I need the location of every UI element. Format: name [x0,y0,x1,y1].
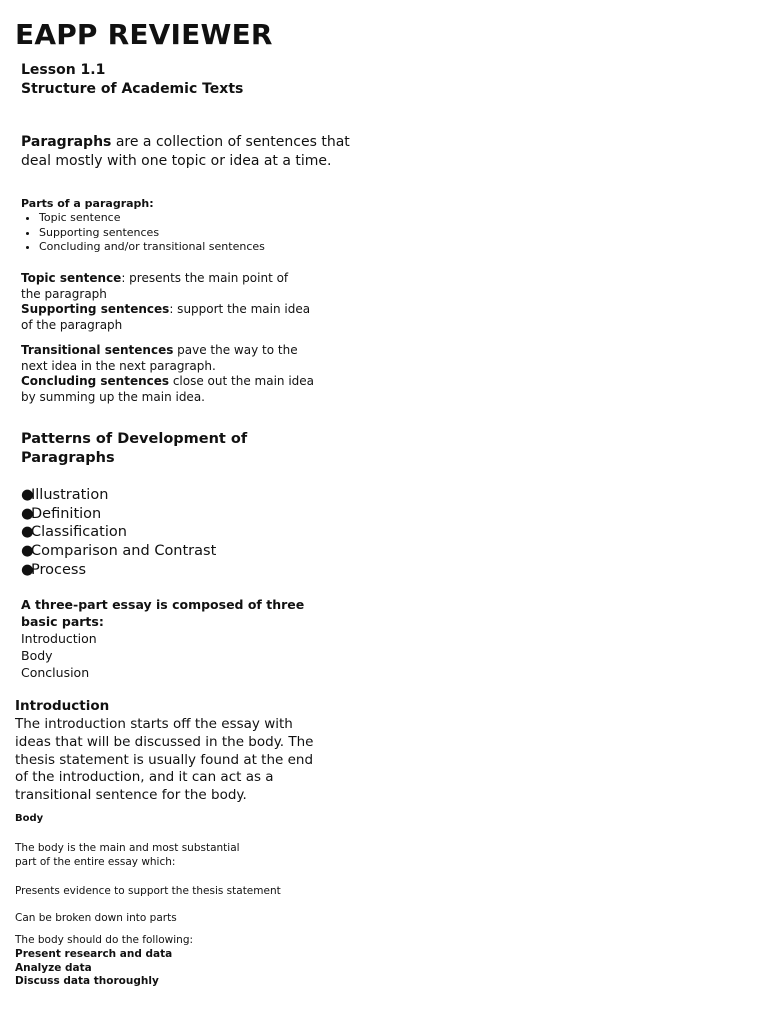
essay-heading-line2: basic parts: [21,614,104,629]
text-line: thesis statement is usually found at the end [15,751,314,768]
text-line: transitional sentence for the body. [15,787,247,804]
pattern-label: Process [31,561,87,578]
lesson-name: Structure of Academic Texts [21,81,244,97]
topic-sentence-def-cont: the paragraph [21,286,107,301]
paragraph-term: Paragraphs [21,134,112,150]
pattern-label: Comparison and Contrast [31,543,217,560]
paragraph-definition [21,133,350,170]
text-line: part of the entire essay which: [15,856,176,868]
body-point-evidence: Presents evidence to support the thesis statement [15,885,281,897]
list-item: Conclusion [21,665,90,680]
topic-sentence-def: : presents the main point of [121,271,289,285]
bullet-icon: ● [21,561,34,578]
transitional-sentences-def: pave the way to the [173,343,298,357]
parts-heading: Parts of a paragraph: [21,197,154,210]
text-line: The introduction starts off the essay with [15,716,293,732]
lesson-heading [21,61,243,99]
concluding-sentences-def: close out the main idea [169,374,315,388]
list-item [21,505,216,524]
text-line: of the introduction, and it can act as a [15,769,274,786]
body-should-heading: The body should do the following: [15,934,194,946]
bullet-icon: ● [21,505,34,522]
body-should-list [15,934,193,989]
transitional-sentences-term: Transitional sentences [21,343,174,357]
sentence-definitions-2 [21,343,314,405]
list-item [21,523,216,542]
list-item [21,561,216,580]
pattern-label: Illustration [31,487,109,503]
concluding-sentences-def-cont: by summing up the main idea. [21,389,205,404]
body-description [15,841,240,869]
body-point-parts: Can be broken down into parts [15,912,177,924]
patterns-heading-line2: Paragraphs [21,449,115,466]
text-line: The body is the main and most substantial [15,842,240,854]
essay-parts [21,596,304,681]
text-line: ideas that will be discussed in the body. The [15,733,314,750]
bullet-icon: ● [21,487,34,503]
supporting-sentences-def-cont: of the paragraph [21,317,123,332]
patterns-heading [21,430,247,467]
list-item: Present research and data [15,947,173,960]
lesson-number: Lesson 1.1 [21,62,106,78]
list-item: • Supporting sentences [39,226,265,240]
concluding-sentences-term: Concluding sentences [21,374,170,388]
essay-heading-line1: A three-part essay is composed of three [21,597,305,612]
paragraph-definition-line2: deal mostly with one topic or idea at a time. [21,152,332,169]
list-item: • Topic sentence [39,211,265,225]
list-item: • Concluding and/or transitional sentences [39,240,265,254]
transitional-sentences-def-cont: next idea in the next paragraph. [21,358,216,373]
bullet-icon: ● [21,543,34,560]
list-item: Body [21,648,53,663]
list-item: Introduction [21,631,97,646]
list-item: Analyze data [15,961,92,974]
bullet-icon: ● [21,524,34,541]
body-heading: Body [15,813,44,824]
parts-of-paragraph [21,197,265,254]
introduction-text [15,716,313,805]
paragraph-definition-line1: are a collection of sentences that [111,134,350,150]
parts-list [21,211,265,254]
supporting-sentences-term: Supporting sentences [21,302,170,316]
list-item [21,486,216,505]
page-title: EAPP REVIEWER [15,18,273,51]
list-item [21,542,216,561]
patterns-heading-line1: Patterns of Development of [21,431,248,447]
patterns-list [21,486,216,580]
list-item: Discuss data thoroughly [15,975,159,988]
sentence-definitions [21,271,310,333]
introduction-heading: Introduction [15,698,110,714]
pattern-label: Definition [31,505,102,522]
supporting-sentences-def: : support the main idea [169,302,311,316]
topic-sentence-term: Topic sentence [21,271,122,285]
pattern-label: Classification [31,524,127,541]
